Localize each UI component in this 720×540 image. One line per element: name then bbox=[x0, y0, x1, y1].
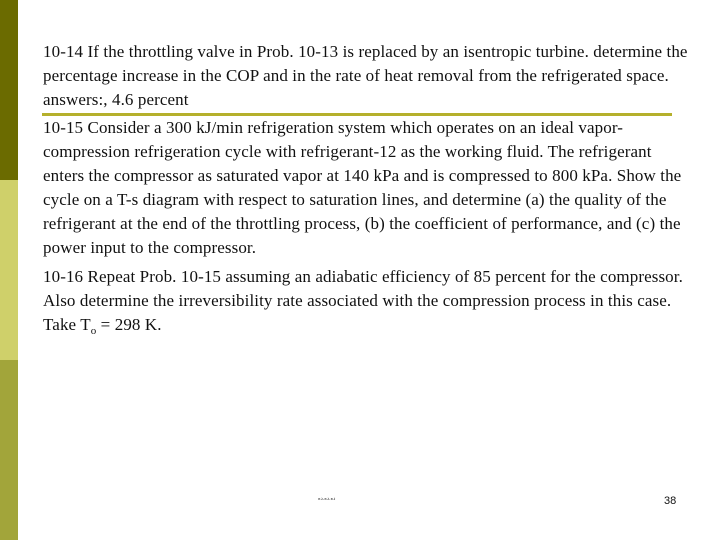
problem-10-14 bbox=[43, 40, 688, 112]
problem-10-15-text: 10-15 Consider a 300 kJ/min refrigeration system which operates on an ideal vapor-compression refrigeration cycle with refrigerant-12 as the working fluid. The refrigerant enters the compressor as saturated vapor at 140 kPa and is compressed to 800 kPa. Show the cycle on a T-s diagram with respect to saturation lines, and determine (a) the quality of the refrigerant at the end of the throttling process, (b) the coefficient of performance, and (c) the power input to the compressor. bbox=[43, 118, 682, 257]
problem-10-16-text-end: = 298 K. bbox=[96, 315, 162, 334]
accent-bar-bottom-segment bbox=[0, 360, 18, 540]
left-accent-bar bbox=[0, 0, 18, 540]
accent-bar-middle-segment bbox=[0, 180, 18, 360]
accent-bar-top-segment bbox=[0, 0, 18, 180]
slide-content bbox=[43, 40, 688, 337]
problem-10-16 bbox=[43, 265, 688, 337]
problem-10-16-text: 10-16 Repeat Prob. 10-15 assuming an adiabatic efficiency of 85 percent for the compressor. Also determine the irreversibility rate associated with the compression process in this case. Take T bbox=[43, 267, 683, 334]
problem-10-15 bbox=[43, 116, 688, 260]
page-number: 38 bbox=[664, 495, 677, 507]
problem-10-14-text: 10-14 If the throttling valve in Prob. 10-13 is replaced by an isentropic turbine. determine the percentage increase in the COP and in the rate of heat removal from the refrigerated space. answers:, 4.6 percent bbox=[43, 42, 688, 109]
footer-caption: ده.ده.ده bbox=[318, 496, 336, 502]
temperature-subscript: o bbox=[90, 325, 97, 337]
